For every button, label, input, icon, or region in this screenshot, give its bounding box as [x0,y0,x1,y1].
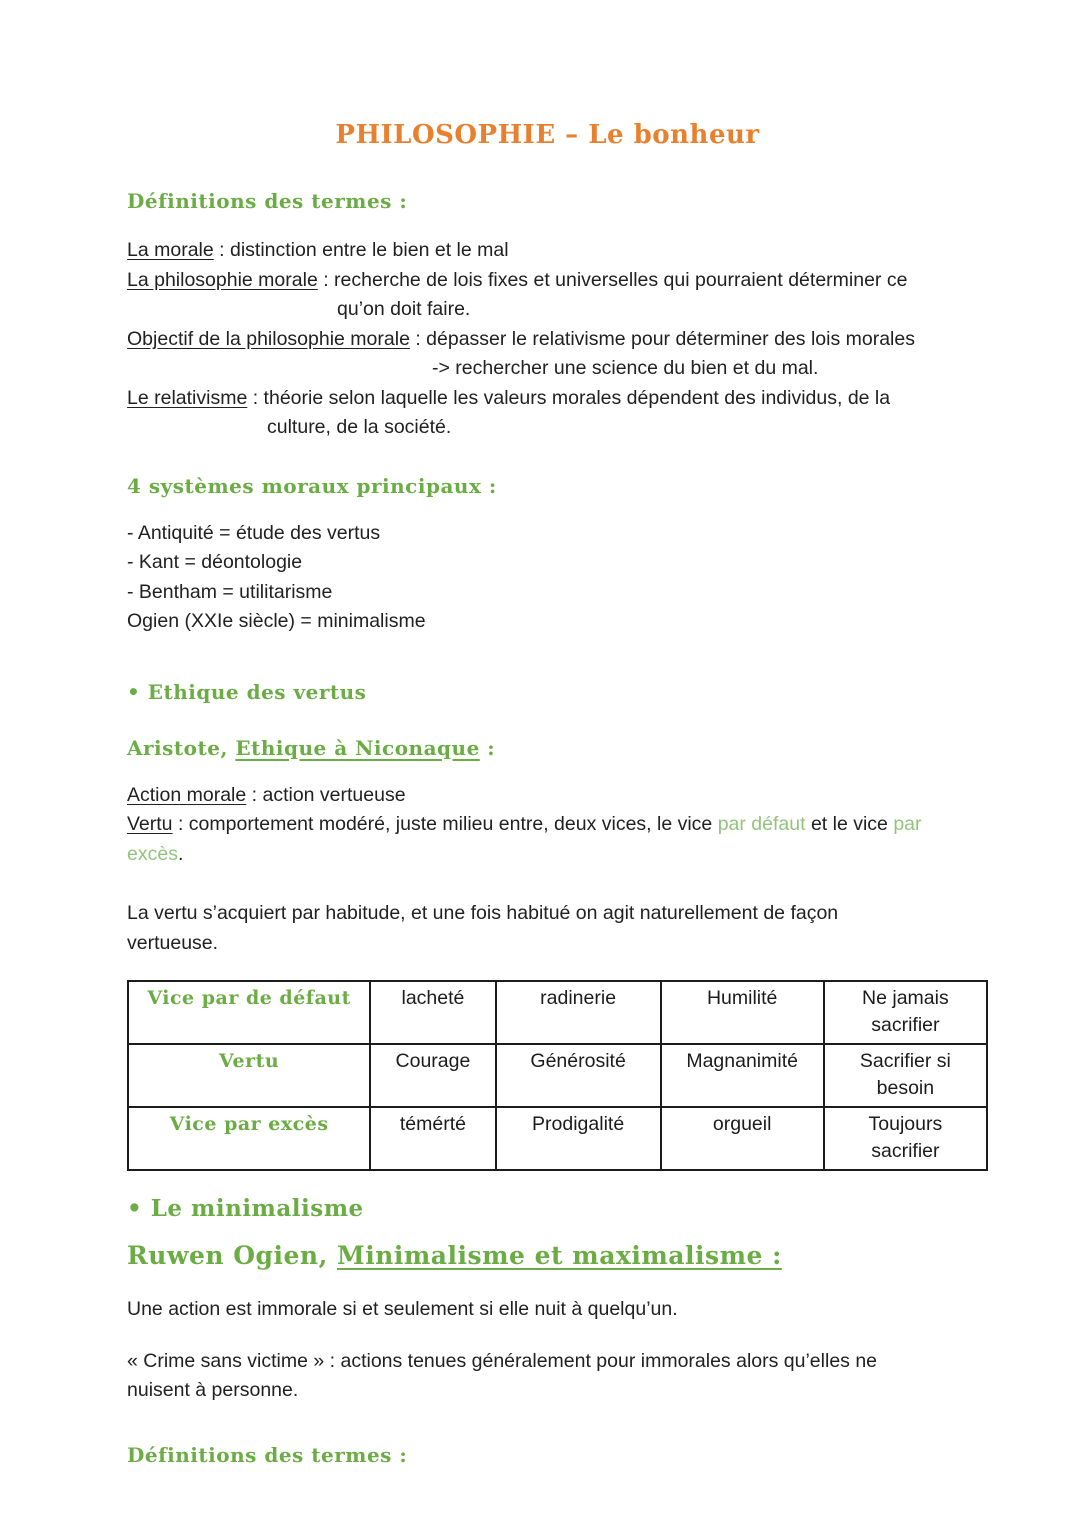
text-segment: Minimalisme et maximalisme : [337,1241,782,1270]
text-segment: Définitions des termes : [127,1442,408,1467]
text-segment: Objectif de la philosophie morale [127,327,410,350]
heading-aristote [127,735,988,761]
text-segment: nuisent à personne. [127,1379,299,1401]
text-segment: par [893,813,922,835]
table-header-cell: Vice par de défaut [128,981,370,1044]
heading-ruwen-ogien [127,1241,988,1271]
text-segment: Une action est immorale si et seulement si elle nuit à quelqu’un. [127,1298,678,1320]
text-line [127,1295,988,1325]
text-line [127,236,988,266]
text-segment: Action morale [127,783,247,806]
text-segment: excès [127,842,178,865]
table-cell: orgueil [661,1107,824,1170]
text-segment: : dépasser le relativisme pour déterminer des lois morales [409,327,915,350]
text-line [127,781,988,811]
table-cell: Ne jamais sacrifier [824,981,987,1044]
table-row [128,981,987,1044]
text-line [127,1376,988,1406]
text-segment: - Antiquité = étude des vertus [127,521,381,544]
text-line [127,899,988,929]
heading-4-systemes [127,473,988,499]
para-action-immorale [127,1295,988,1325]
text-segment: Le relativisme [127,386,248,409]
text-line [127,519,988,549]
text-line [127,607,988,637]
table-cell: Humilité [661,981,824,1044]
para-definitions [127,236,988,443]
text-segment: Définitions des termes : [127,189,408,213]
text-segment: Vertu [127,813,173,835]
text-segment: La vertu s’acquiert par habitude, et une fois habitué on agit naturellement de façon [127,902,839,924]
text-segment: Ruwen Ogien, [127,1241,338,1270]
heading-le-minimalisme [127,1195,988,1223]
text-segment: La morale [127,239,214,261]
table-cell: Courage [370,1044,495,1107]
table-cell: Toujours sacrifier [824,1107,987,1170]
text-line [127,266,988,296]
table-header-cell: Vice par excès [128,1107,370,1170]
table-cell: Prodigalité [496,1107,661,1170]
text-line [127,295,988,325]
text-line [127,1347,988,1377]
para-habitude [127,899,988,958]
table-row [128,1107,987,1170]
table-cell: radinerie [496,981,661,1044]
table-header-cell: Vertu [128,1044,370,1107]
text-segment: : comportement modéré, juste milieu entre, deux vices, le vice [172,813,718,835]
text-segment: : [479,735,496,760]
text-segment: : recherche de lois fixes et universelles qui pourraient déterminer ce [317,268,908,291]
text-segment: . [177,842,184,865]
text-segment: qu’on doit faire. [337,298,471,320]
text-line [127,325,988,355]
text-segment: : distinction entre le bien et le mal [213,239,509,261]
heading-ethique-vertus [127,679,988,705]
table-cell: lacheté [370,981,495,1044]
document-title: PHILOSOPHIE – Le bonheur [335,120,760,150]
text-line [127,354,988,384]
table-cell: Générosité [496,1044,661,1107]
text-segment: : action vertueuse [246,783,406,806]
heading-definitions-1 [127,188,988,214]
para-systemes [127,519,988,637]
text-segment: • Le minimalisme [127,1195,364,1222]
text-line [127,929,988,959]
text-line [127,384,988,414]
heading-definitions-2 [127,1442,988,1468]
text-segment: La philosophie morale [127,268,318,291]
text-line [127,578,988,608]
text-segment: Ogien (XXIe siècle) = minimalisme [127,610,426,632]
para-crime-sans-victime [127,1347,988,1406]
para-action-morale [127,781,988,870]
text-line [127,548,988,578]
table-cell: témérté [370,1107,495,1170]
virtue-table [127,980,988,1171]
text-segment: • Ethique des vertus [127,679,367,704]
table-cell: Magnanimité [661,1044,824,1107]
text-segment: Ethique à Niconaque [235,735,480,760]
table-cell: Sacrifier si besoin [824,1044,987,1107]
table-row [128,1044,987,1107]
text-line [127,413,988,443]
document-body [127,188,988,1468]
text-segment: « Crime sans victime » : actions tenues généralement pour immorales alors qu’elles ne [127,1349,878,1372]
text-segment: - Kant = déontologie [127,551,303,573]
text-line [127,810,988,840]
text-segment: - Bentham = utilitarisme [127,580,333,603]
text-segment: 4 systèmes moraux principaux : [127,473,497,498]
text-segment: -> rechercher une science du bien et du mal. [432,357,819,379]
text-segment: et le vice [805,813,894,835]
text-segment: Aristote, [127,735,236,760]
text-line [127,840,988,870]
text-segment: par défaut [717,813,806,835]
text-segment: vertueuse. [127,931,219,954]
text-segment: : théorie selon laquelle les valeurs morales dépendent des individus, de la [247,386,891,409]
text-segment: culture, de la société. [267,416,452,438]
